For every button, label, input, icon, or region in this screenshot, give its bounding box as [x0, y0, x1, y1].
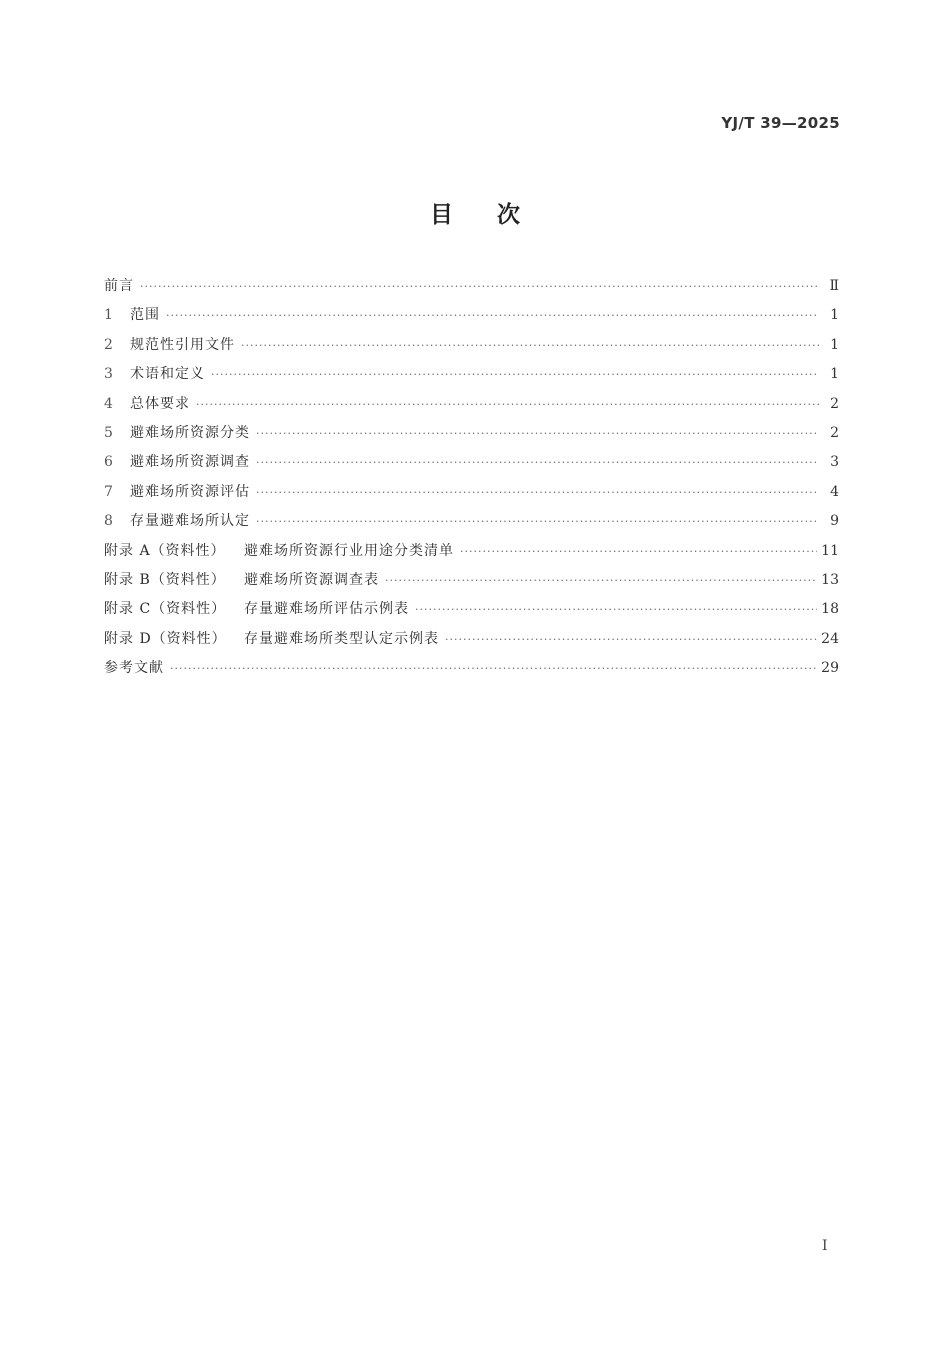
toc-entry-page: 2 [830, 424, 839, 441]
toc-entry-appendix-label: 附录 A（资料性） [104, 542, 226, 559]
toc-entry-number: 2 [104, 336, 114, 353]
toc-entry-1[interactable] [104, 301, 839, 330]
toc-entry-label: 避难场所资源调查表 [244, 571, 379, 588]
toc-entry-page: 11 [821, 542, 839, 559]
toc-entry-3[interactable] [104, 360, 839, 389]
toc-entry-page: 29 [821, 660, 839, 677]
toc-entry-label: 避难场所资源调查 [130, 454, 250, 471]
toc-entry-label: 参考文献 [104, 660, 164, 677]
toc-leader-dots [256, 507, 819, 536]
toc-entry-number: 7 [104, 483, 114, 500]
toc-entry-6[interactable] [104, 448, 839, 477]
toc-entry-number: 3 [104, 366, 114, 383]
toc-entry-label: 避难场所资源行业用途分类清单 [244, 542, 454, 559]
toc-entry-page: 13 [821, 571, 839, 588]
toc-entry-appendix-label: 附录 D（资料性） [104, 630, 227, 647]
toc-leader-dots [170, 654, 817, 683]
toc-title: 目次 [430, 202, 564, 228]
toc-entry-page: 1 [830, 336, 839, 353]
toc-entry-4[interactable] [104, 390, 839, 419]
toc-entry-2[interactable] [104, 331, 839, 360]
toc-entry-appendix-a[interactable] [104, 537, 839, 566]
toc-leader-dots [256, 478, 819, 507]
toc-leader-dots [211, 360, 819, 389]
toc-entry-page: 2 [830, 395, 839, 412]
toc-leader-dots [256, 448, 819, 477]
toc-entry-number: 6 [104, 454, 114, 471]
toc-entry-page: 1 [830, 307, 839, 324]
toc-leader-dots [140, 272, 819, 301]
toc-entry-page: 24 [821, 630, 839, 647]
toc-leader-dots [166, 301, 819, 330]
toc-entry-label: 存量避难场所认定 [130, 513, 250, 530]
toc-entry-label: 存量避难场所评估示例表 [244, 601, 409, 618]
toc-entry-label: 前言 [104, 278, 134, 294]
toc-entry-appendix-c[interactable] [104, 595, 839, 624]
toc-entry-8[interactable] [104, 507, 839, 536]
toc-entry-page: 4 [830, 483, 839, 500]
toc-entry-appendix-label: 附录 C（资料性） [104, 601, 227, 618]
toc-leader-dots [241, 331, 819, 360]
toc-entry-number: 8 [104, 513, 114, 530]
toc-entry-7[interactable] [104, 478, 839, 507]
toc-entry-label: 避难场所资源分类 [130, 424, 250, 441]
toc-entry-page: Ⅱ [829, 278, 839, 294]
toc-leader-dots [445, 625, 817, 654]
toc-entry-appendix-b[interactable] [104, 566, 839, 595]
toc-entry-page: 3 [830, 454, 839, 471]
toc-leader-dots [460, 537, 817, 566]
toc-entry-references[interactable] [104, 654, 839, 683]
toc-entry-label: 术语和定义 [130, 366, 205, 383]
toc-entry-foreword[interactable] [104, 272, 839, 301]
toc-entry-label: 总体要求 [130, 395, 190, 412]
toc-entry-appendix-d[interactable] [104, 625, 839, 654]
toc-leader-dots [385, 566, 817, 595]
toc-leader-dots [196, 390, 819, 419]
toc-entry-page: 9 [830, 513, 839, 530]
toc-entry-appendix-label: 附录 B（资料性） [104, 571, 226, 588]
toc-entry-label: 规范性引用文件 [130, 336, 235, 353]
toc-leader-dots [415, 595, 817, 624]
toc-entry-label: 存量避难场所类型认定示例表 [244, 630, 439, 647]
toc-entry-label: 范围 [130, 307, 160, 324]
toc-entry-page: 1 [830, 366, 839, 383]
toc-entry-label: 避难场所资源评估 [130, 483, 250, 500]
toc-entry-5[interactable] [104, 419, 839, 448]
page-number: I [822, 1238, 828, 1254]
toc-entry-number: 1 [104, 307, 114, 324]
table-of-contents [104, 272, 839, 683]
toc-entry-number: 5 [104, 424, 114, 441]
toc-entry-number: 4 [104, 395, 114, 412]
document-code: YJ/T 39—2025 [721, 114, 840, 132]
toc-entry-page: 18 [821, 601, 839, 618]
toc-leader-dots [256, 419, 819, 448]
